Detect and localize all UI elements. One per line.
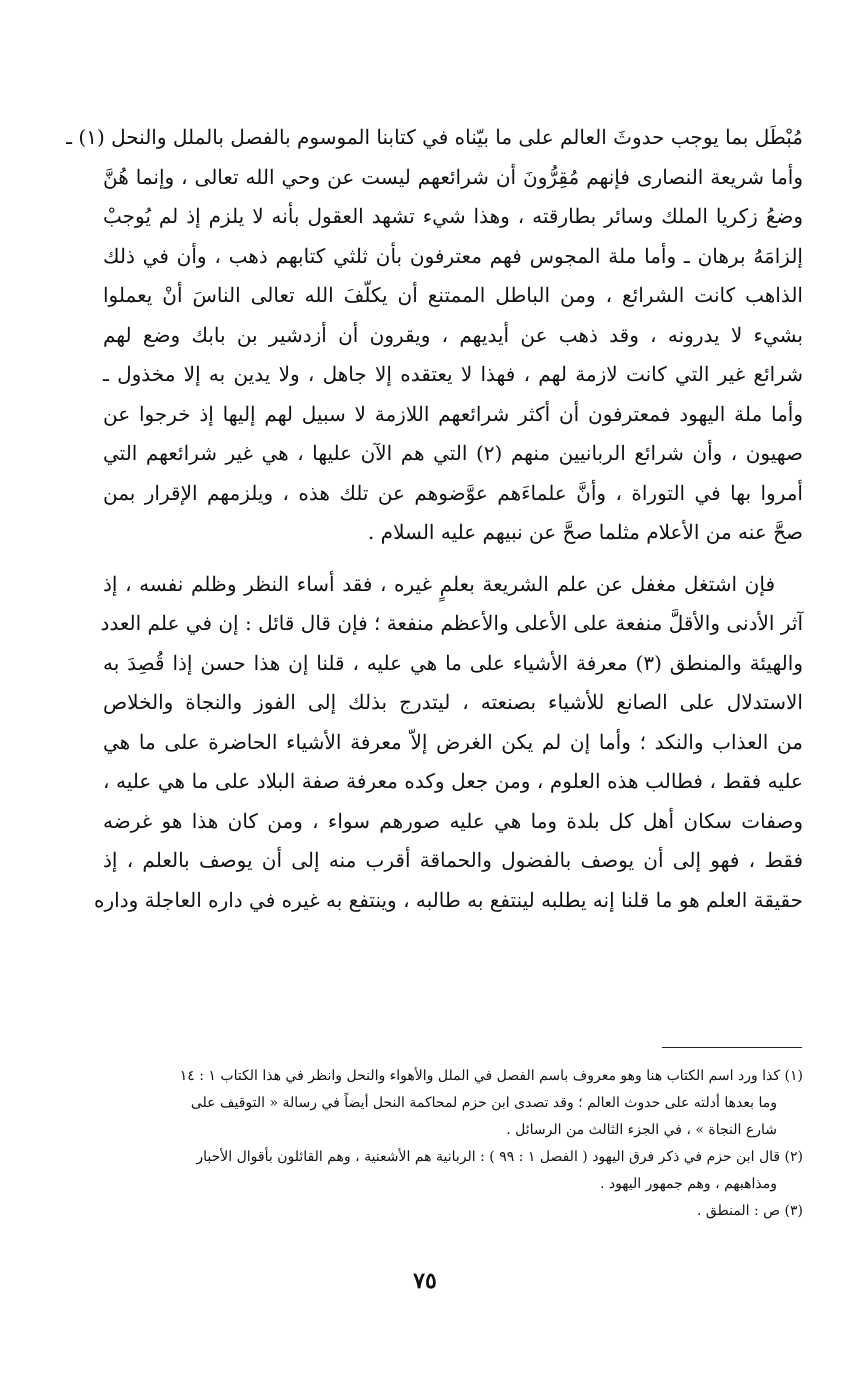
text-line: أمروا بها في التوراة ، وأنَّ علماءَهم عوَّضوهم عن تلك هذه ، ويلزمهم الإقرار بمن	[103, 480, 803, 505]
text-line: بشيء لا يدرونه ، وقد ذهب عن أيديهم ، ويقرون أن أزدشير بن بابك وضع لهم	[103, 322, 803, 347]
text-line: فإن اشتغل مغفل عن علم الشريعة بعلمٍ غيره ، فقد أساء النظر وظلم نفسه ، إذ	[103, 571, 775, 596]
footnote-2	[103, 1144, 803, 1198]
paragraph-2	[94, 565, 803, 921]
footnotes	[103, 1063, 803, 1225]
footnote-line: (٢) قال ابن حزم في ذكر فرق اليهود ( الفصل ١ : ٩٩ ) : الربانية هم الأشعنية ، وهم القائلون بأقوال الأحبار	[196, 1149, 803, 1165]
text-line: فقط ، فهو إلى أن يوصف بالفضول والحماقة أقرب منه إلى أن يوصف بالعلم ، إذ	[103, 848, 803, 872]
footnote-3	[103, 1198, 803, 1225]
text-line: من العذاب والنكد ؛ وأما إن لم يكن الغرض إلاّ معرفة الأشياء الحاضرة على ما هي	[103, 729, 803, 754]
footnote-line: (٣) ص : المنطق .	[697, 1203, 803, 1219]
text-line: صهيون ، وأن شرائع الربانيين منهم (٢) التي هم الآن عليها ، هي غير شرائعهم التي	[103, 441, 804, 465]
text-line: الذاهب كانت الشرائع ، ومن الباطل الممتنع أن يكلّفَ الله تعالى الناسَ أنْ يعملوا	[103, 283, 803, 307]
main-text	[66, 118, 804, 920]
text-line: مُبْطَل بما يوجب حدوثَ العالم على ما بيّناه في كتابنا الموسوم بالفصل بالملل والنحل (١) ـ	[66, 125, 803, 149]
text-line: وصفات سكان أهل كل بلدة وما هي عليه صورهم سواء ، ومن كان هذا هو غرضه	[103, 808, 803, 833]
text-line: والهيئة والمنطق (٣) معرفة الأشياء على ما هي عليه ، قلنا إن هذا حسن إذا قُصِدَ به	[103, 650, 803, 675]
footnote-1	[103, 1063, 803, 1144]
footnote-separator	[662, 1047, 802, 1048]
paragraph-gap	[103, 553, 803, 565]
text-line: شرائع غير التي كانت لازمة لهم ، فهذا لا يعتقده إلا جاهل ، ولا يدين به إلا مخذول ـ	[103, 362, 803, 386]
text-line: عليه فقط ، فطالب هذه العلوم ، ومن جعل وكده معرفة صفة البلاد على ما هي عليه ،	[103, 769, 803, 793]
text-line: وضعُ زكريا الملك وسائر بطارقته ، وهذا شيء تشهد العقول بأنه لا يلزم إذ لم يُوجبْ	[103, 204, 803, 228]
footnote-line: وما بعدها أدلته على حدوث العالم ؛ وقد تصدى ابن حزم لمحاكمة النحل أيضاً في رسالة « التوقيف على	[190, 1095, 777, 1111]
text-line: حقيقة العلم هو ما قلنا إنه يطلبه لينتفع به طالبه ، وينتفع به غيره في داره العاجلة وداره	[94, 887, 803, 912]
text-line: وأما ملة اليهود فمعترفون أن أكثر شرائعهم اللازمة لا سبيل لهم إليها إذ خرجوا عن	[103, 401, 803, 426]
paragraph-1	[66, 118, 804, 553]
text-line: آثر الأدنى والأقلَّ منفعة على الأعلى والأعظم منفعة ؛ فإن قال قائل : إن في علم العدد	[100, 611, 803, 635]
footnote-line: (١) كذا ورد اسم الكتاب هنا وهو معروف باسم الفصل في الملل والأهواء والنحل وانظر في هذا الكتاب ١ : ١٤	[179, 1068, 803, 1084]
text-line: وأما شريعة النصارى فإنهم مُقِرُّونَ أن شرائعهم ليست عن وحي الله تعالى ، وإنما هُنَّ	[103, 164, 803, 189]
text-line: الاستدلال على الصانع للأشياء بصنعته ، ليتدرج بذلك إلى الفوز والنجاة والخلاص	[103, 690, 803, 714]
text-line: صحَّ عنه من الأعلام مثلما صحَّ عن نبيهم عليه السلام .	[367, 520, 803, 544]
footnote-line: شارع النجاة » ، في الجزء الثالث من الرسائل .	[506, 1122, 777, 1138]
footnote-line: ومذاهبهم ، وهم جمهور اليهود .	[599, 1176, 777, 1192]
page-number: ٧٥	[413, 1268, 437, 1294]
text-line: إلزامَهُ برهان ـ وأما ملة المجوس فهم معترفون بأن ثلثي كتابهم ذهب ، وأن في ذلك	[103, 243, 803, 268]
